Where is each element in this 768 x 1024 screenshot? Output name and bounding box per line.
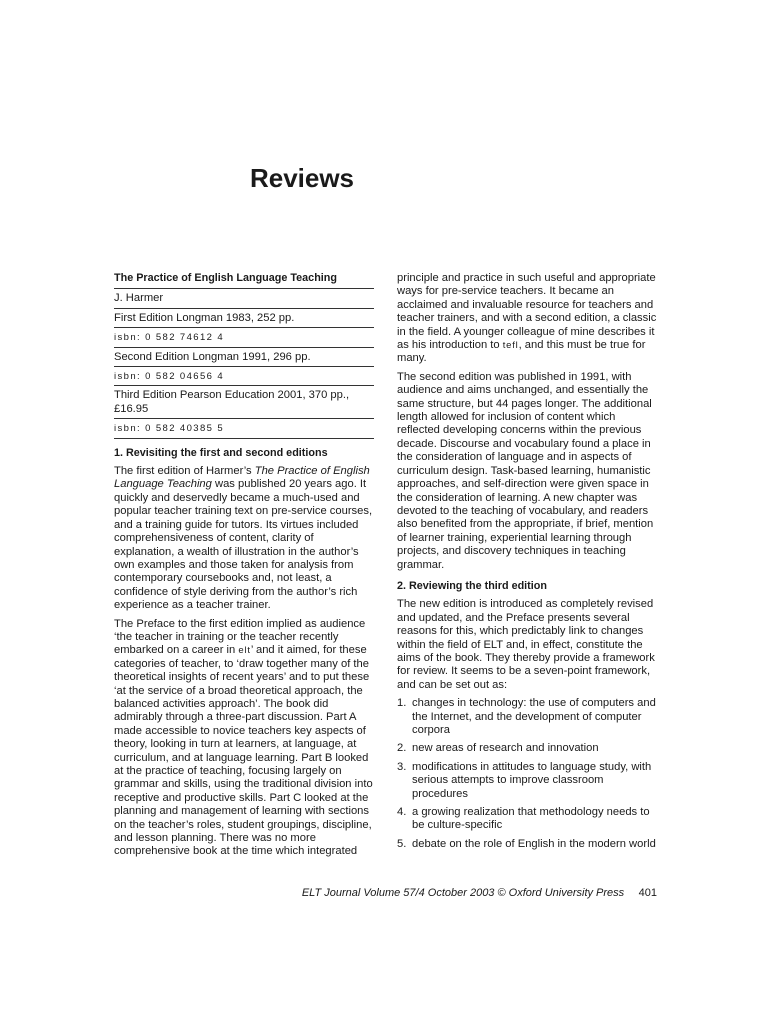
list-item (397, 697, 657, 737)
book-title: The Practice of English Language Teaching (114, 272, 374, 289)
text-run: principle and practice in such useful and appropriate ways for pre-service teachers. It became an acclaimed and invaluable resource for teachers and teacher trainers, and with a second edition, a classic in the field. A younger colleague of mine describes it as his introduction to (397, 272, 657, 352)
page-number: 401 (638, 887, 657, 899)
list-number: 4. (397, 806, 407, 819)
second-edition-isbn: isbn: 0 582 04656 4 (114, 367, 374, 386)
list-item-text: a growing realization that methodology needs to be culture-specific (412, 806, 650, 832)
first-edition-info: First Edition Longman 1983, 252 pp. (114, 309, 374, 328)
section-2-paragraph-1: The new edition is introduced as completely revised and updated, and the Preface presents several reasons for this, which predictably link to changes within the field of ELT and, in effect, constitute the aims of the book. They thereby provide a framework for review. It seems to be a seven-point framework, and can be set out as: (397, 598, 655, 691)
third-edition-info: Third Edition Pearson Education 2001, 370 pp., £16.95 (114, 386, 374, 419)
list-item-text: new areas of research and innovation (412, 742, 599, 755)
small-caps-abbreviation: elt (238, 645, 251, 657)
section-1-paragraph-3 (397, 272, 657, 366)
text-run: The first edition of Harmer’s (114, 465, 255, 478)
text-run: ’ and it aimed, for these categories of teacher, to ‘draw together many of the theoretical insights of recent years’ and to put these ‘at the service of a broad theoretical approach, the balanced activities approach’. The book did admirably through a three-part discussion. Part A made accessible to novice teachers key aspects of theory, looking in turn at learners, at language, at curriculum, and at language learning. Part B looked at the practice of teaching, focusing largely on grammar and skills, using the traditional division into receptive and productive skills. Part C looked at the planning and management of learning with sections on the teacher’s roles, student groupings, discipline, and lesson planning. There was no more comprehensive book at the time which integrated (114, 644, 373, 858)
list-number: 2. (397, 742, 407, 755)
section-1-heading: 1. Revisiting the first and second editions (114, 446, 328, 459)
journal-citation: ELT Journal Volume 57/4 October 2003 © Oxford University Press (301, 887, 625, 899)
list-item (397, 806, 657, 833)
right-column (397, 272, 657, 856)
list-item (397, 761, 657, 801)
left-column (114, 272, 374, 864)
book-title-italic: The Practice of English Language Teaching (114, 465, 370, 491)
framework-list (397, 697, 657, 851)
list-item (397, 742, 657, 755)
list-number: 5. (397, 837, 407, 850)
page-title: Reviews (249, 163, 355, 193)
text-run: , and this must be true for many. (397, 339, 646, 365)
list-number: 1. (397, 697, 407, 710)
text-run: was published 20 years ago. It quickly and deservedly became a much-used and popular teacher training text on pre-service courses, and a training guide for tutors. Its virtues included comprehensiveness of content, clarity of explanation, a wealth of illustration in the author’s own examples and those taken for analysis from contemporary coursebooks and, not least, a confidence of style deriving from the author’s rich experience as a teacher trainer. (114, 478, 373, 612)
list-item-text: changes in technology: the use of computers and the Internet, and the development of computer corpora (412, 697, 656, 736)
section-1-paragraph-4: The second edition was published in 1991, with audience and aims unchanged, and essentially the same structure, but 44 pages longer. The additional length allowed for inclusion of content which reflected developing concerns within the previous decade. Discourse and vocabulary found a place in the consideration of language and in aspects of curriculum design. Task-based learning, humanistic approaches, and self-direction were given space in the consideration of learning. A new chapter was devoted to the teaching of vocabulary, and readers also benefited from the appropriate, if brief, mention of learner training, experiential learning through projects, and discovery techniques in teaching grammar. (397, 370, 654, 571)
text-run: The Preface to the first edition implied as audience ‘the teacher in training or the teacher recently embarked on a career in (114, 617, 366, 657)
third-edition-isbn: isbn: 0 582 40385 5 (114, 419, 374, 438)
list-item-text: modifications in attitudes to language study, with serious attempts to improve classroom procedures (412, 760, 652, 800)
list-item-text: debate on the role of English in the modern world (412, 837, 656, 850)
section-2-heading: 2. Reviewing the third edition (397, 579, 547, 592)
section-1-paragraph-2 (114, 618, 374, 859)
list-item (397, 838, 657, 851)
second-edition-info: Second Edition Longman 1991, 296 pp. (114, 348, 374, 367)
book-author: J. Harmer (114, 289, 374, 308)
small-caps-abbreviation: tefl (502, 340, 519, 352)
section-1-paragraph-1 (114, 465, 374, 612)
list-number: 3. (397, 760, 407, 773)
first-edition-isbn: isbn: 0 582 74612 4 (114, 328, 374, 347)
